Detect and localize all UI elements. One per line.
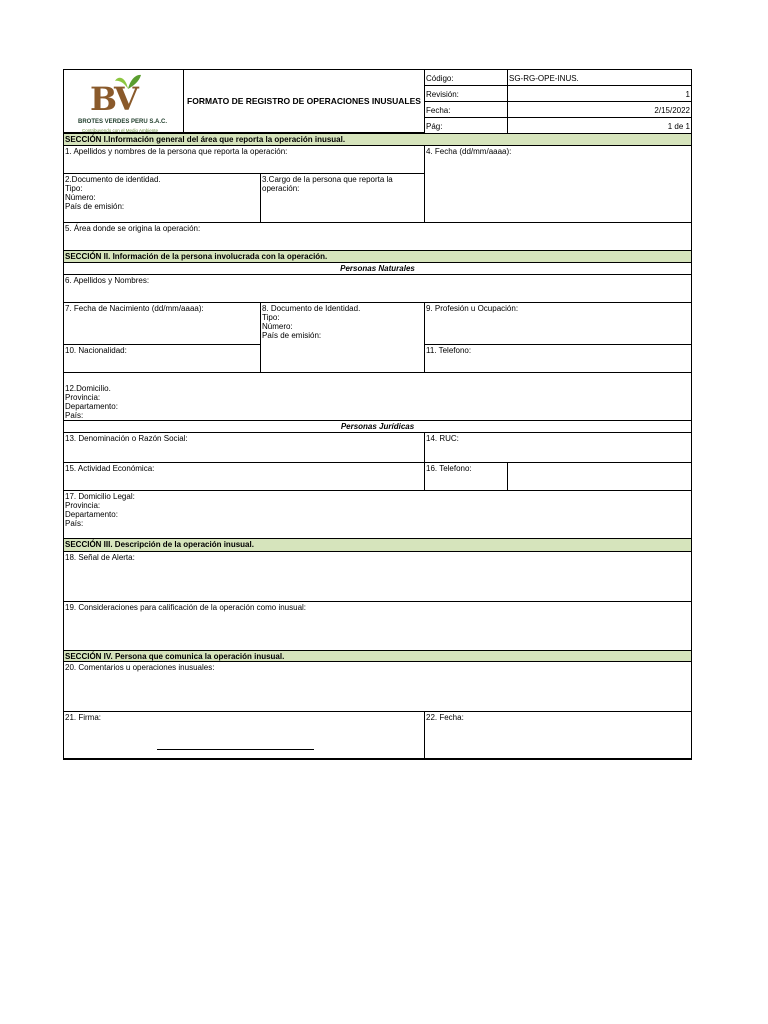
field-3-reporter-position[interactable]: 3.Cargo de la persona que reporta la operación:: [260, 173, 425, 223]
field-7-birth-date[interactable]: 7. Fecha de Nacimiento (dd/mm/aaaa):: [63, 302, 261, 345]
section-2-header: SECCIÓN II. Información de la persona involucrada con la operación.: [63, 250, 692, 263]
field-4-date[interactable]: 4. Fecha (dd/mm/aaaa):: [424, 145, 692, 223]
field-22-date[interactable]: 22. Fecha:: [424, 711, 692, 760]
field-16-phone-label: 16. Telefono:: [424, 462, 508, 491]
field-11-phone[interactable]: 11. Telefono:: [424, 344, 692, 373]
field-12-address[interactable]: 12.Domicilio. Provincia: Departamento: País:: [63, 372, 692, 421]
field-9-profession[interactable]: 9. Profesión u Ocupación:: [424, 302, 692, 345]
logo-cell: [63, 69, 184, 133]
field-17-legal-address[interactable]: 17. Domicilio Legal: Provincia: Departamento: País:: [63, 490, 692, 539]
company-slogan: Contribuyendo con el Medio Ambiente: [82, 128, 159, 133]
section-4-header: SECCIÓN IV. Persona que comunica la operación inusual.: [63, 650, 692, 662]
signature-line: [157, 749, 314, 750]
field-20-comments[interactable]: 20. Comentarios u operaciones inusuales:: [63, 661, 692, 712]
company-name: BROTES VERDES PERU S.A.C.: [78, 119, 168, 125]
document-title: FORMATO DE REGISTRO DE OPERACIONES INUSUALES: [183, 69, 425, 133]
section-1-header: SECCIÓN I.Información general del área que reporta la operación inusual.: [63, 133, 692, 146]
field-15-economic-activity[interactable]: 15. Actividad Económica:: [63, 462, 425, 491]
subheader-natural-persons: Personas Naturales: [63, 262, 692, 275]
field-8-identity-document[interactable]: 8. Documento de Identidad. Tipo: Número: País de emisión:: [260, 302, 425, 373]
meta-value-fecha: 2/15/2022: [507, 101, 692, 118]
meta-label-revision: Revisión:: [424, 85, 508, 102]
field-18-alert-signal[interactable]: 18. Señal de Alerta:: [63, 551, 692, 602]
field-5-origin-area[interactable]: 5. Área donde se origina la operación:: [63, 222, 692, 251]
field-16-phone-value[interactable]: [507, 462, 692, 491]
meta-value-revision: 1: [507, 85, 692, 102]
field-10-nationality[interactable]: 10. Nacionalidad:: [63, 344, 261, 373]
subheader-legal-persons: Personas Jurídicas: [63, 420, 692, 433]
field-6-full-name[interactable]: 6. Apellidos y Nombres:: [63, 274, 692, 303]
meta-value-codigo: SG-RG-OPE-INUS.: [507, 69, 692, 86]
meta-label-codigo: Código:: [424, 69, 508, 86]
field-19-considerations[interactable]: 19. Consideraciones para calificación de la operación como inusual:: [63, 601, 692, 651]
field-2-identity-document[interactable]: 2.Documento de identidad. Tipo: Número: País de emisión:: [63, 173, 261, 223]
meta-value-pag: 1 de 1: [507, 117, 692, 134]
field-21-signature[interactable]: 21. Firma:: [63, 711, 425, 760]
field-1-reporter-name[interactable]: 1. Apellidos y nombres de la persona que reporta la operación:: [63, 145, 425, 174]
logo-letters: BV: [90, 80, 136, 118]
field-14-ruc[interactable]: 14. RUC:: [424, 432, 692, 463]
meta-label-pag: Pág:: [424, 117, 508, 134]
section-3-header: SECCIÓN III. Descripción de la operación inusual.: [63, 538, 692, 552]
field-13-company-name[interactable]: 13. Denominación o Razón Social:: [63, 432, 425, 463]
meta-label-fecha: Fecha:: [424, 101, 508, 118]
